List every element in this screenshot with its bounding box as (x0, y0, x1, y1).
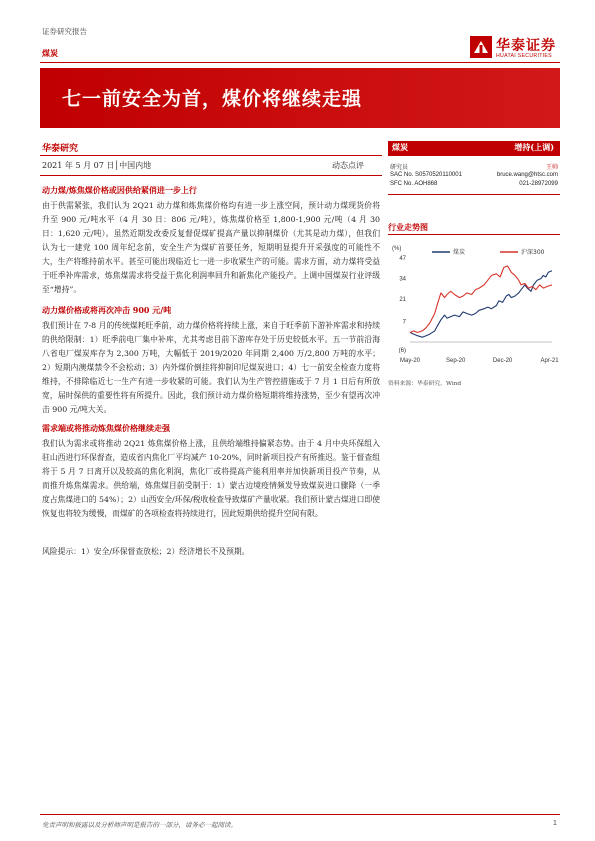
chart-series-lines (410, 266, 552, 337)
disclaimer-note: 免责声明和披露以及分析师声明是报告的一部分，请务必一起阅读。 (42, 821, 237, 829)
y-tick-label: 47 (399, 256, 406, 262)
x-axis-ticks (400, 342, 559, 364)
legend-label-coal: 煤炭 (453, 249, 466, 256)
y-tick-label: (6) (398, 348, 406, 354)
sector-label: 煤炭 (42, 48, 58, 58)
meta-rule-bottom (40, 175, 382, 176)
logo-cn: 华泰证券 (496, 38, 556, 54)
research-org: 华泰研究 (42, 144, 79, 154)
section-heading-2: 动力煤价格或将再次冲击 900 元/吨 (42, 305, 172, 315)
y-axis-ticks (399, 256, 407, 354)
y-tick-label: 34 (399, 276, 406, 283)
huatai-logo-mark-icon (470, 36, 492, 58)
industry-trend-chart (388, 236, 560, 372)
analyst-name: 王帅 (545, 165, 558, 171)
section-body-2: 我们预计在 7-8 月的传统煤耗旺季前，动力煤价格将持续上涨，来自于旺季前下游补库需求和持续的供给限制：1）旺季前电厂集中补库，尤其考虑目前下游库存处于历史较低水平。五一节前沿海八省电厂煤炭库存为 2,300 万吨，大幅低于 2019/2020 年同期 2,400 万/2,800 万吨的水平；2）短期内澳煤禁令不会松动；3）内外煤价倒挂将抑制印尼煤炭进口；4）七一前安全检查力度将维持，不排除临近七一生产有进一步收紧的可能。我们认为生产管控措施或于 7 月 1 日后有所放宽，届时保供的重要性将有所提升。因此，我们预计动力煤价格短期将维持涨势，至少有望再次冲击 900 元/吨大关。 (42, 321, 380, 414)
y-tick-label: 7 (402, 319, 406, 326)
trend-chart-svg (388, 236, 560, 372)
section-body-3: 我们认为需求或将推动 2Q21 炼焦煤价格上涨，且供给端维持偏紧态势。由于 4 月中央环保组入驻山西进行环保督查，造成省内焦化厂平均减产 10-20%，同时新项目投产有所推迟。鉴于督查组将于 5 月 7 日离开以及较高的焦化利润，焦化厂或将提高产能利用率并加快新项目投产节奏，从而推升炼焦煤需求。供给端，炼焦煤目前受制于：1）蒙古边境疫情频发导致煤炭进口骤降（一季度占焦煤进口的 54%）；2）山西安全/环保/税收检查导致煤矿产量收紧。我们预计蒙古煤进口即使恢复也将较为缓慢，而煤矿的各项检查将持续进行，因此短期供给提升空间有限。 (42, 439, 380, 518)
x-tick-label: Sep-20 (446, 358, 466, 364)
analyst-rule (388, 194, 560, 195)
trend-chart-title: 行业走势图 (388, 222, 428, 232)
chart-source: 资料来源：华泰研究，Wind (388, 381, 462, 387)
header-rule (40, 62, 560, 63)
title-banner (40, 68, 560, 128)
analyst-info (388, 162, 560, 191)
section-body-1: 由于供需紧张，我们认为 2Q21 动力煤和炼焦煤价格均有进一步上涨空间，预计动力煤现货价将升至 900 元/吨水平（4 月 30 日：806 元/吨），炼焦煤价格至 1,800-1,900 元/吨（4 月 30 日：1,620 元/吨）。虽然近期发改委反复督促煤矿提高产量以抑制煤价（尤其是动力煤），但我们认为七一建党 100 周年纪念前，安全生产为煤矿首要任务，短期明显提升开采强度的可能性不大，生产将维持前水平。甚至可能出现临近七一进一步收紧生产的可能。需求方面，动力煤将受益于旺季补库需求，炼焦煤需求将受益于焦化利润率回升和新焦化产能投产。上调中国煤炭行业评级至“增持”。 (42, 201, 380, 294)
huatai-logo (470, 36, 570, 62)
report-title: 七一前安全为首，煤价将继续走强 (62, 88, 363, 110)
analyst-role: 研究员 (390, 165, 409, 171)
analyst-phone: 021-28972099 (519, 181, 558, 187)
risk-warning: 风险提示：1）安全/环保督查放松；2）经济增长不及预期。 (42, 547, 250, 556)
footer-rule (40, 814, 560, 815)
sac-number: SAC No. S0570520110001 (390, 171, 462, 178)
logo-en: HUATAI SECURITIES (496, 53, 552, 59)
section-heading-3: 需求端或将推动炼焦煤价格继续走强 (42, 423, 170, 433)
document-type: 证券研究报告 (42, 27, 87, 36)
rating-value: 增持(上调) (514, 142, 554, 152)
series-line-hs300 (410, 266, 552, 333)
meta-rule-top (40, 155, 382, 156)
report-type: 动态点评 (332, 161, 364, 170)
page-number: 1 (553, 820, 557, 827)
series-line-coal (410, 271, 552, 338)
legend-label-hs300: 沪深300 (521, 249, 545, 256)
x-tick-label: Apr-21 (540, 358, 559, 364)
section-heading-1: 动力煤/炼焦煤价格或因供给紧俏进一步上行 (42, 185, 197, 195)
trend-rule (388, 234, 560, 235)
analyst-email[interactable]: bruce.wang@htsc.com (496, 171, 558, 178)
rating-bar (388, 141, 560, 156)
x-tick-label: Dec-20 (492, 358, 513, 364)
chart-legend (432, 248, 545, 256)
date-region: 2021 年 5 月 07 日│中国内地 (42, 161, 152, 170)
x-tick-label: May-20 (399, 358, 421, 364)
y-tick-label: 21 (399, 297, 406, 304)
sfc-number: SFC No. AOH868 (390, 181, 438, 187)
rating-sector: 煤炭 (392, 142, 408, 152)
chart-ylabel: (%) (392, 246, 402, 252)
